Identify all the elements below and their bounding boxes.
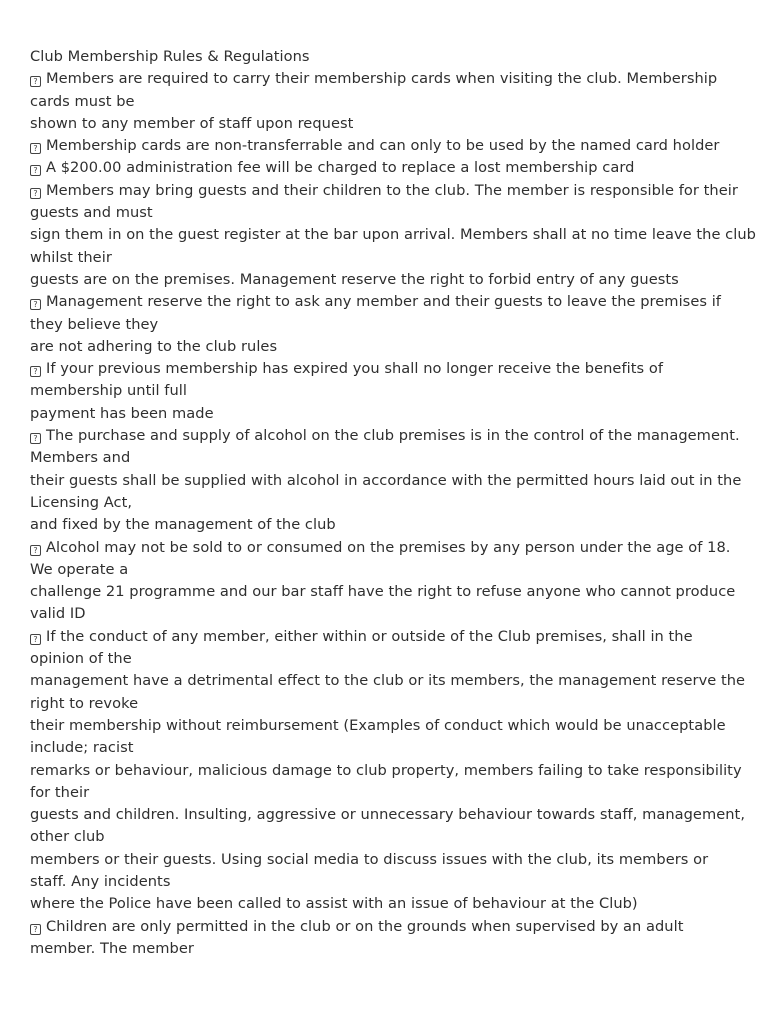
document-body [30, 68, 756, 960]
rule-continuation-line [30, 760, 742, 782]
rule-text: sign them in on the guest register at the bar upon arrival. Members shall at no time leave the club [30, 226, 756, 244]
rule-continuation-line [30, 470, 742, 492]
rule-text: where the Police have been called to assist with an issue of behaviour at the Club) [30, 895, 638, 913]
rule-continuation-line [30, 849, 742, 871]
rule-text: A $200.00 administration fee will be charged to replace a lost membership card [46, 159, 635, 177]
rule-continuation-line [30, 826, 742, 848]
rule-text: If the conduct of any member, either within or outside of the Club premises, shall in the [46, 627, 693, 645]
rule-continuation-line [30, 380, 742, 402]
rule-continuation-line [30, 871, 742, 893]
rule-text: remarks or behaviour, malicious damage to club property, members failing to take responsibility [30, 761, 742, 779]
rule-continuation-line [30, 581, 742, 603]
rule-item-line [30, 358, 742, 380]
rule-text: Members are required to carry their membership cards when visiting the club. Membership [46, 70, 718, 88]
rule-continuation-line [30, 603, 742, 625]
rule-text: staff. Any incidents [30, 872, 171, 890]
rule-continuation-line [30, 715, 742, 737]
rule-text: The purchase and supply of alcohol on the club premises is in the control of the management. [46, 427, 740, 445]
missing-glyph-icon: ? [30, 76, 41, 87]
rule-item-line [30, 135, 742, 157]
rule-continuation-line [30, 492, 742, 514]
rule-continuation-line [30, 403, 742, 425]
rule-text: Membership cards are non-transferrable and can only to be used by the named card holder [46, 137, 720, 155]
rule-continuation-line [30, 737, 742, 759]
document [30, 46, 756, 960]
rule-text: guests are on the premises. Management reserve the right to forbid entry of any guests [30, 270, 679, 288]
rule-continuation-line [30, 514, 742, 536]
rule-continuation-line [30, 893, 742, 915]
rule-text: shown to any member of staff upon request [30, 114, 354, 132]
document-title: Club Membership Rules & Regulations [30, 48, 310, 65]
rule-continuation-line [30, 938, 742, 960]
rule-text: challenge 21 programme and our bar staff have the right to refuse anyone who cannot produce [30, 583, 736, 601]
rule-text: members or their guests. Using social media to discuss issues with the club, its members or [30, 850, 709, 868]
rule-text: Management reserve the right to ask any member and their guests to leave the premises if [46, 293, 721, 311]
rule-text: right to revoke [30, 694, 139, 712]
missing-glyph-icon: ? [30, 634, 41, 645]
rule-text: opinion of the [30, 650, 132, 668]
rule-text: Alcohol may not be sold to or consumed on the premises by any person under the age of 18. [46, 538, 731, 556]
rule-continuation-line [30, 247, 742, 269]
rule-text: We operate a [30, 560, 129, 578]
rule-text: valid ID [30, 605, 86, 623]
rule-text: member. The member [30, 939, 194, 957]
missing-glyph-icon: ? [30, 165, 41, 176]
missing-glyph-icon: ? [30, 924, 41, 935]
rule-item-line [30, 68, 742, 90]
rule-item-line [30, 626, 742, 648]
rule-text: guests and must [30, 204, 153, 222]
rule-text: whilst their [30, 248, 112, 266]
rule-item-line [30, 537, 742, 559]
rule-text: other club [30, 828, 105, 846]
missing-glyph-icon: ? [30, 188, 41, 199]
rule-continuation-line [30, 336, 742, 358]
rule-item-line [30, 916, 742, 938]
rule-text: Children are only permitted in the club or on the grounds when supervised by an adult [46, 917, 684, 935]
rule-continuation-line [30, 113, 742, 135]
rule-continuation-line [30, 804, 746, 826]
missing-glyph-icon: ? [30, 545, 41, 556]
rule-continuation-line [30, 202, 742, 224]
rule-text: guests and children. Insulting, aggressive or unnecessary behaviour towards staff, management, [30, 806, 746, 824]
rule-continuation-line [30, 224, 756, 246]
missing-glyph-icon: ? [30, 433, 41, 444]
rule-text: management have a detrimental effect to the club or its members, the management reserve the [30, 672, 746, 690]
missing-glyph-icon: ? [30, 299, 41, 310]
rule-text: they believe they [30, 315, 159, 333]
rule-text: membership until full [30, 382, 187, 400]
rule-text: are not adhering to the club rules [30, 337, 278, 355]
rule-text: If your previous membership has expired you shall no longer receive the benefits of [46, 360, 664, 378]
rule-text: their membership without reimbursement (Examples of conduct which would be unacceptable [30, 716, 726, 734]
rule-text: cards must be [30, 92, 135, 110]
rule-text: and fixed by the management of the club [30, 516, 336, 534]
rule-continuation-line [30, 447, 742, 469]
rule-text: Members and [30, 449, 131, 467]
rule-item-line [30, 425, 742, 447]
rule-item-line [30, 157, 742, 179]
rule-continuation-line [30, 559, 742, 581]
rule-item-line [30, 291, 742, 313]
rule-continuation-line [30, 91, 742, 113]
rule-continuation-line [30, 269, 742, 291]
rule-text: payment has been made [30, 404, 214, 422]
rule-continuation-line [30, 648, 742, 670]
rule-text: include; racist [30, 739, 134, 757]
missing-glyph-icon: ? [30, 366, 41, 377]
rule-text: their guests shall be supplied with alcohol in accordance with the permitted hours laid out in the [30, 471, 742, 489]
rule-text: for their [30, 783, 90, 801]
rule-continuation-line [30, 670, 746, 692]
rule-continuation-line [30, 782, 742, 804]
rule-continuation-line [30, 693, 742, 715]
rule-item-line [30, 180, 742, 202]
rule-text: Licensing Act, [30, 493, 133, 511]
rule-continuation-line [30, 314, 742, 336]
missing-glyph-icon: ? [30, 143, 41, 154]
rule-text: Members may bring guests and their children to the club. The member is responsible for their [46, 181, 738, 199]
